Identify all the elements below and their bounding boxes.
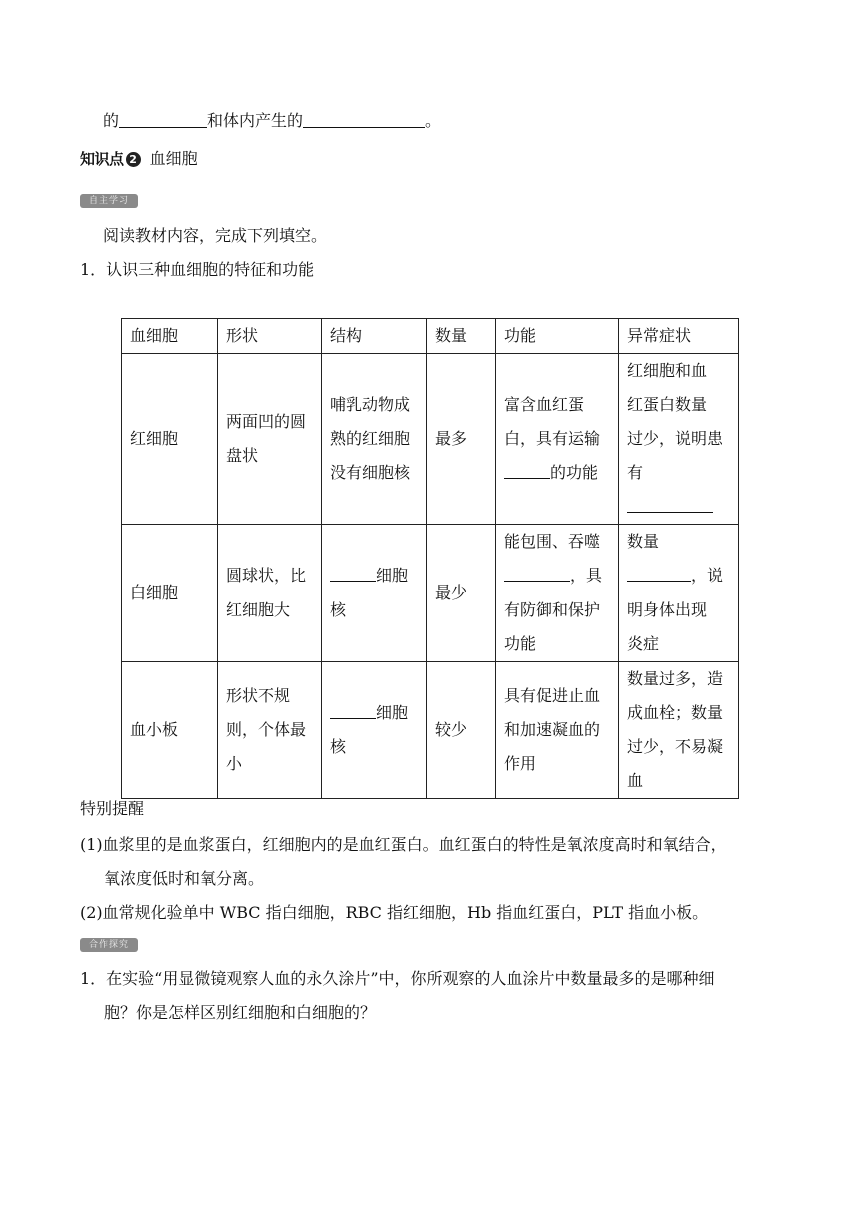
- cell-abnormal: 数量 ，说 明身体出现 炎症: [619, 525, 739, 662]
- answer-blank: [627, 498, 713, 513]
- cell-shape: 形状不规 则，个体最 小: [218, 662, 322, 799]
- reminder-2: (2)血常规化验单中 WBC 指白细胞，RBC 指红细胞，Hb 指血红蛋白，PLT 指血小板。: [80, 903, 709, 922]
- cell-abnormal: 红细胞和血 红蛋白数量 过少，说明患 有: [619, 354, 739, 525]
- answer-blank: [330, 704, 376, 719]
- instruction-text: 阅读教材内容，完成下列填空。: [103, 226, 328, 245]
- intro-prefix: 的: [103, 111, 120, 130]
- item-1-title: 1．认识三种血细胞的特征和功能: [80, 260, 315, 279]
- cell-abnormal: 数量过多，造 成血栓；数量 过少，不易凝 血: [619, 662, 739, 799]
- cell-structure: 哺乳动物成 熟的红细胞 没有细胞核: [322, 354, 427, 525]
- question-1: 1．在实验“用显微镜观察人血的永久涂片”中，你所观察的人血涂片中数量最多的是哪种细 胞？你是怎样区别红细胞和白细胞的？: [80, 969, 715, 1022]
- intro-line: [103, 110, 441, 132]
- cell-structure: 细胞 核: [322, 525, 427, 662]
- knowledge-point-number: 2: [126, 152, 141, 167]
- cell-count: 最少: [427, 525, 496, 662]
- section-tag-inquiry: 合作探究: [80, 938, 138, 952]
- blood-cell-table: [121, 318, 739, 799]
- cell-shape: 两面凹的圆 盘状: [218, 354, 322, 525]
- table-header-row: [122, 319, 739, 354]
- cell-function: 富含血红蛋 白，具有运输 的功能: [496, 354, 619, 525]
- knowledge-point-label: 知识点: [80, 150, 124, 168]
- answer-blank: [330, 567, 376, 582]
- answer-blank: [119, 111, 207, 128]
- cell-count: 最多: [427, 354, 496, 525]
- intro-middle: 和体内产生的: [207, 111, 304, 130]
- answer-blank: [504, 464, 550, 479]
- intro-suffix: 。: [425, 111, 442, 130]
- knowledge-point-heading: [80, 148, 198, 170]
- reminder-title: 特别提醒: [80, 799, 145, 818]
- header-cell: 数量: [427, 319, 496, 354]
- cell-structure: 细胞 核: [322, 662, 427, 799]
- section-tag-self-study: 自主学习: [80, 194, 138, 208]
- table-row-red-cell: [122, 354, 739, 525]
- cell-function: 能包围、吞噬 ，具 有防御和保护 功能: [496, 525, 619, 662]
- cell-name: 血小板: [122, 662, 218, 799]
- cell-name: 白细胞: [122, 525, 218, 662]
- header-cell: 功能: [496, 319, 619, 354]
- cell-name: 红细胞: [122, 354, 218, 525]
- header-cell: 血细胞: [122, 319, 218, 354]
- cell-count: 较少: [427, 662, 496, 799]
- cell-shape: 圆球状，比 红细胞大: [218, 525, 322, 662]
- header-cell: 结构: [322, 319, 427, 354]
- answer-blank: [627, 567, 691, 582]
- table-row-platelet: [122, 662, 739, 799]
- reminder-1: (1)血浆里的是血浆蛋白，红细胞内的是血红蛋白。血红蛋白的特性是氧浓度高时和氧结合， 氧浓度低时和氧分离。: [80, 835, 727, 888]
- cell-function: 具有促进止血 和加速凝血的 作用: [496, 662, 619, 799]
- answer-blank: [504, 567, 570, 582]
- answer-blank: [303, 111, 425, 128]
- header-cell: 形状: [218, 319, 322, 354]
- knowledge-point-title: 血细胞: [149, 149, 198, 168]
- header-cell: 异常症状: [619, 319, 739, 354]
- table-row-white-cell: [122, 525, 739, 662]
